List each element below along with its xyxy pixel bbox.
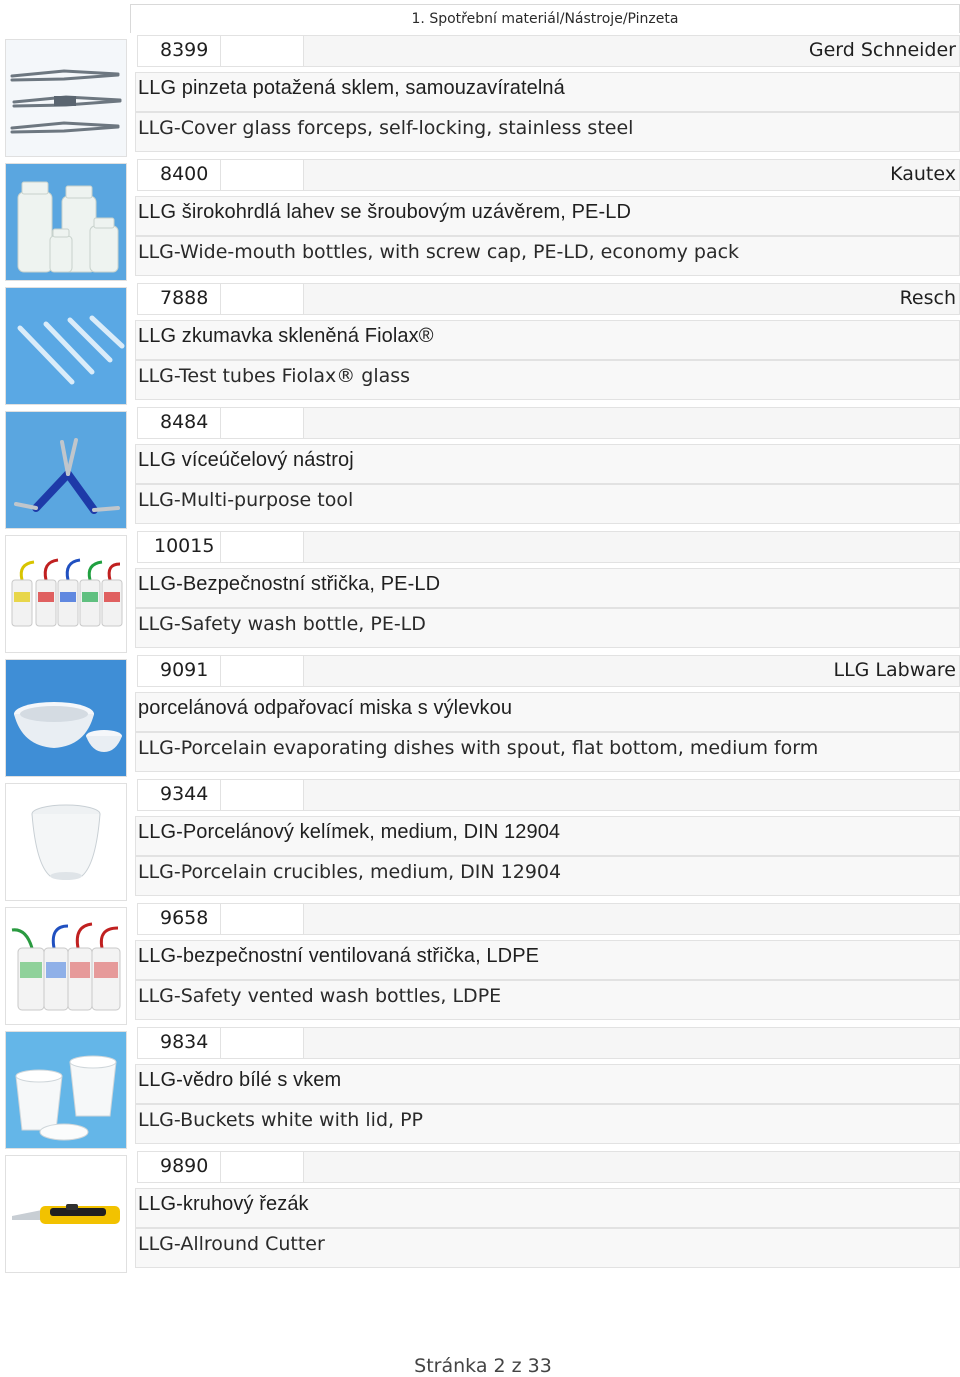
product-name-cz: LLG-vědro bílé s vkem: [138, 1069, 342, 1091]
spacer-cell: [220, 35, 304, 67]
product-code: 8484: [160, 411, 209, 433]
maker-cell: [303, 903, 960, 935]
product-code: 8399: [160, 39, 209, 61]
product-row: [0, 903, 960, 1027]
page-number: Stránka 2 z 33: [414, 1355, 552, 1377]
product-name-en: LLG-Allround Cutter: [138, 1233, 325, 1255]
spacer-cell: [220, 531, 304, 563]
spacer-cell: [220, 407, 304, 439]
product-image-crucible: [5, 783, 127, 901]
maker-cell: [303, 779, 960, 811]
product-code: 9890: [160, 1155, 209, 1177]
spacer-cell: [220, 1027, 304, 1059]
product-code: 9344: [160, 783, 209, 805]
product-row: [0, 283, 960, 407]
product-row: [0, 407, 960, 531]
product-code: 9658: [160, 907, 209, 929]
product-row: [0, 779, 960, 903]
spacer-cell: [220, 159, 304, 191]
product-name-cz: LLG pinzeta potažená sklem, samouzavíratelná: [138, 77, 565, 99]
product-code: 9091: [160, 659, 209, 681]
manufacturer: Kautex: [890, 163, 956, 185]
product-image-wide-mouth-bottles: [5, 163, 127, 281]
product-image-forceps: [5, 39, 127, 157]
maker-cell: [303, 1151, 960, 1183]
product-image-porcelain-dishes: [5, 659, 127, 777]
product-name-cz: LLG-bezpečnostní ventilovaná střička, LDPE: [138, 945, 540, 967]
product-name-en: LLG-Buckets white with lid, PP: [138, 1109, 423, 1131]
product-row: [0, 531, 960, 655]
product-name-en: LLG-Multi-purpose tool: [138, 489, 354, 511]
maker-cell: [303, 1027, 960, 1059]
category-path: 1. Spotřební materiál/Nástroje/Pinzeta: [411, 11, 679, 27]
spacer-cell: [220, 779, 304, 811]
product-name-en: LLG-Cover glass forceps, self-locking, stainless steel: [138, 117, 634, 139]
maker-cell: [303, 159, 960, 191]
spacer-cell: [220, 283, 304, 315]
product-name-en: LLG-Test tubes Fiolax® glass: [138, 365, 411, 387]
product-row: [0, 159, 960, 283]
maker-cell: [303, 531, 960, 563]
spacer-cell: [220, 655, 304, 687]
product-row: [0, 1151, 960, 1275]
product-name-cz: LLG širokohrdlá lahev se šroubovým uzávěrem, PE-LD: [138, 201, 631, 223]
product-name-cz: LLG zkumavka skleněná Fiolax®: [138, 325, 434, 347]
product-image-vented-wash-bottles: [5, 907, 127, 1025]
manufacturer: Resch: [899, 287, 956, 309]
product-name-en: LLG-Porcelain crucibles, medium, DIN 12904: [138, 861, 562, 883]
product-name-en: LLG-Safety wash bottle, PE-LD: [138, 613, 426, 635]
spacer-cell: [220, 903, 304, 935]
product-name-cz: LLG-kruhový řezák: [138, 1193, 309, 1215]
product-row: [0, 1027, 960, 1151]
product-name-en: LLG-Porcelain evaporating dishes with spout, flat bottom, medium form: [138, 737, 819, 759]
manufacturer: Gerd Schneider: [808, 39, 956, 61]
page-header: [130, 4, 960, 33]
product-name-cz: porcelánová odpařovací miska s výlevkou: [138, 697, 513, 719]
product-name-en: LLG-Safety vented wash bottles, LDPE: [138, 985, 502, 1007]
spacer-cell: [220, 1151, 304, 1183]
product-name-en: LLG-Wide-mouth bottles, with screw cap, PE-LD, economy pack: [138, 241, 740, 263]
maker-cell: [303, 283, 960, 315]
product-code: 10015: [154, 535, 215, 557]
product-code: 7888: [160, 287, 209, 309]
maker-cell: [303, 407, 960, 439]
product-image-buckets: [5, 1031, 127, 1149]
product-name-cz: LLG-Porcelánový kelímek, medium, DIN 12904: [138, 821, 561, 843]
product-image-test-tubes: [5, 287, 127, 405]
manufacturer: LLG Labware: [833, 659, 956, 681]
product-row: [0, 655, 960, 779]
product-image-cutter: [5, 1155, 127, 1273]
product-code: 8400: [160, 163, 209, 185]
product-row: [0, 35, 960, 159]
product-name-cz: LLG víceúčelový nástroj: [138, 449, 354, 471]
product-code: 9834: [160, 1031, 209, 1053]
product-name-cz: LLG-Bezpečnostní střička, PE-LD: [138, 573, 441, 595]
product-image-wash-bottles: [5, 535, 127, 653]
product-image-multi-tool: [5, 411, 127, 529]
